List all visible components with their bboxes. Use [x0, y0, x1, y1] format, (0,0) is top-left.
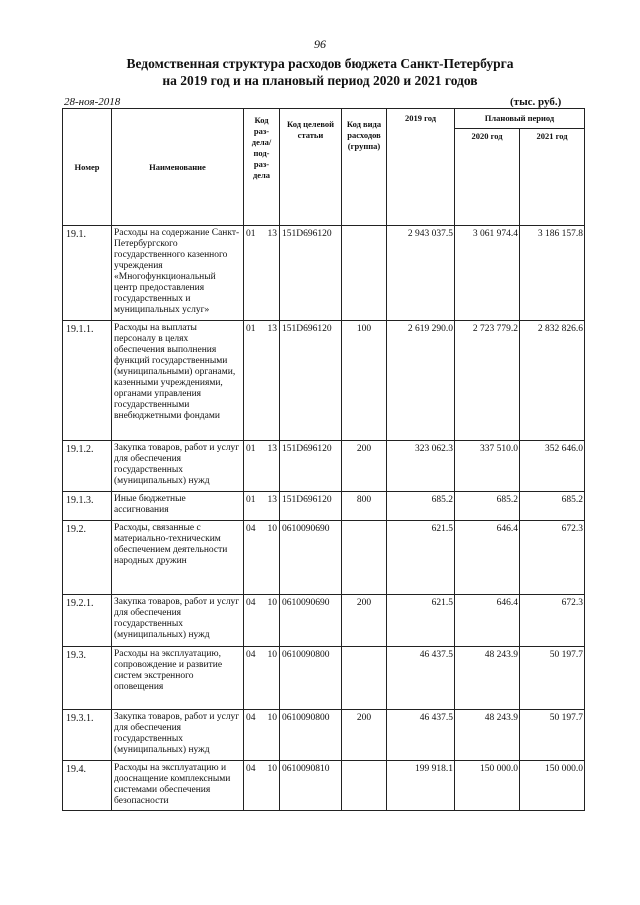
row-2020-value: 646.4 [455, 595, 520, 647]
row-section [244, 710, 280, 761]
row-2020-value: 337 510.0 [455, 441, 520, 492]
row-subsection-code: 13 [267, 229, 277, 239]
row-section-code: 04 [246, 713, 256, 723]
budget-table [62, 108, 585, 811]
row-section-code: 01 [246, 324, 256, 334]
row-2021-value: 3 186 157.8 [520, 226, 585, 321]
row-subsection-code: 10 [267, 764, 277, 774]
row-name: Иные бюджетные ассигнования [112, 492, 244, 521]
row-subsection-code: 10 [267, 650, 277, 660]
row-section [244, 321, 280, 441]
header-2021: 2021 год [520, 129, 585, 226]
row-2019-value: 323 062.3 [387, 441, 455, 492]
row-kind-code [342, 761, 387, 811]
row-kind-code: 100 [342, 321, 387, 441]
header-planned: Плановый период [455, 109, 585, 129]
row-number: 19.1.1. [63, 321, 112, 441]
row-name: Расходы, связанные с материально-техническим обеспечением деятельности народных дружин [112, 521, 244, 595]
row-section-code: 01 [246, 229, 256, 239]
row-subsection-code: 13 [267, 495, 277, 505]
row-2020-value: 3 061 974.4 [455, 226, 520, 321]
table-row [63, 710, 585, 761]
row-section [244, 441, 280, 492]
header-2019: 2019 год [387, 109, 455, 226]
row-section-code: 04 [246, 764, 256, 774]
row-2019-value: 2 943 037.5 [387, 226, 455, 321]
row-2021-value: 672.3 [520, 521, 585, 595]
row-2021-value: 685.2 [520, 492, 585, 521]
row-number: 19.1. [63, 226, 112, 321]
row-subsection-code: 13 [267, 324, 277, 334]
row-target-code: 0610090690 [280, 521, 342, 595]
row-2021-value: 2 832 826.6 [520, 321, 585, 441]
table-row [63, 492, 585, 521]
row-number: 19.4. [63, 761, 112, 811]
row-2019-value: 46 437.5 [387, 710, 455, 761]
row-section [244, 492, 280, 521]
row-target-code: 151D696120 [280, 321, 342, 441]
row-2020-value: 150 000.0 [455, 761, 520, 811]
row-2020-value: 48 243.9 [455, 647, 520, 710]
row-section-code: 04 [246, 598, 256, 608]
table-row [63, 647, 585, 710]
document-title [0, 55, 640, 89]
row-target-code: 0610090690 [280, 595, 342, 647]
row-kind-code: 800 [342, 492, 387, 521]
row-2020-value: 2 723 779.2 [455, 321, 520, 441]
row-section-code: 01 [246, 495, 256, 505]
row-section [244, 595, 280, 647]
row-number: 19.2. [63, 521, 112, 595]
row-2019-value: 2 619 290.0 [387, 321, 455, 441]
row-number: 19.3.1. [63, 710, 112, 761]
row-target-code: 151D696120 [280, 441, 342, 492]
row-section [244, 521, 280, 595]
row-kind-code [342, 226, 387, 321]
row-name: Закупка товаров, работ и услуг для обеспечения государственных (муниципальных) нужд [112, 710, 244, 761]
header-name: Наименование [112, 109, 244, 226]
row-2019-value: 685.2 [387, 492, 455, 521]
row-section-code: 04 [246, 524, 256, 534]
row-2019-value: 621.5 [387, 521, 455, 595]
row-name: Расходы на эксплуатацию и дооснащение комплексными системами обеспечения безопасности [112, 761, 244, 811]
row-name: Закупка товаров, работ и услуг для обеспечения государственных (муниципальных) нужд [112, 441, 244, 492]
row-2020-value: 685.2 [455, 492, 520, 521]
row-2020-value: 48 243.9 [455, 710, 520, 761]
row-kind-code [342, 647, 387, 710]
page-number: 96 [314, 37, 326, 51]
row-2019-value: 621.5 [387, 595, 455, 647]
title-line-2: на 2019 год и на плановый период 2020 и 2021 годов [162, 73, 478, 88]
row-section-code: 01 [246, 444, 256, 454]
row-kind-code: 200 [342, 710, 387, 761]
currency-unit: (тыс. руб.) [510, 96, 562, 108]
row-target-code: 151D696120 [280, 492, 342, 521]
row-2021-value: 50 197.7 [520, 647, 585, 710]
table-row [63, 321, 585, 441]
row-target-code: 0610090800 [280, 710, 342, 761]
row-target-code: 0610090800 [280, 647, 342, 710]
row-number: 19.1.2. [63, 441, 112, 492]
row-name: Расходы на содержание Санкт-Петербургского государственного казенного учреждения «Многофункциональный центр предоставления государственных и муниципальных услуг» [112, 226, 244, 321]
row-number: 19.2.1. [63, 595, 112, 647]
table-row [63, 521, 585, 595]
table-row [63, 761, 585, 811]
row-2021-value: 50 197.7 [520, 710, 585, 761]
table-row [63, 226, 585, 321]
title-line-1: Ведомственная структура расходов бюджета Санкт-Петербурга [126, 56, 514, 71]
table-row [63, 595, 585, 647]
row-subsection-code: 10 [267, 713, 277, 723]
header-2020: 2020 год [455, 129, 520, 226]
row-name: Закупка товаров, работ и услуг для обеспечения государственных (муниципальных) нужд [112, 595, 244, 647]
header-section: Код раз-дела/ под-раз-дела [244, 109, 280, 226]
row-section [244, 226, 280, 321]
row-name: Расходы на выплаты персоналу в целях обеспечения выполнения функций государственными (муниципальными) органами, казенными учреждениями, органами управления государственными внебюджетными фондами [112, 321, 244, 441]
row-2021-value: 352 646.0 [520, 441, 585, 492]
row-section [244, 761, 280, 811]
row-section [244, 647, 280, 710]
header-number: Номер [63, 109, 112, 226]
row-subsection-code: 10 [267, 598, 277, 608]
document-date: 28-ноя-2018 [64, 96, 121, 108]
row-kind-code: 200 [342, 441, 387, 492]
row-subsection-code: 13 [267, 444, 277, 454]
row-2019-value: 199 918.1 [387, 761, 455, 811]
row-2021-value: 672.3 [520, 595, 585, 647]
row-target-code: 151D696120 [280, 226, 342, 321]
row-target-code: 0610090810 [280, 761, 342, 811]
row-name: Расходы на эксплуатацию, сопровождение и развитие систем экстренного оповещения [112, 647, 244, 710]
row-2021-value: 150 000.0 [520, 761, 585, 811]
row-number: 19.1.3. [63, 492, 112, 521]
row-kind-code: 200 [342, 595, 387, 647]
row-2020-value: 646.4 [455, 521, 520, 595]
row-2019-value: 46 437.5 [387, 647, 455, 710]
header-target: Код целевой статьи [280, 109, 342, 226]
table-row [63, 441, 585, 492]
header-kind: Код вида расходов (группа) [342, 109, 387, 226]
row-section-code: 04 [246, 650, 256, 660]
row-number: 19.3. [63, 647, 112, 710]
row-kind-code [342, 521, 387, 595]
row-subsection-code: 10 [267, 524, 277, 534]
